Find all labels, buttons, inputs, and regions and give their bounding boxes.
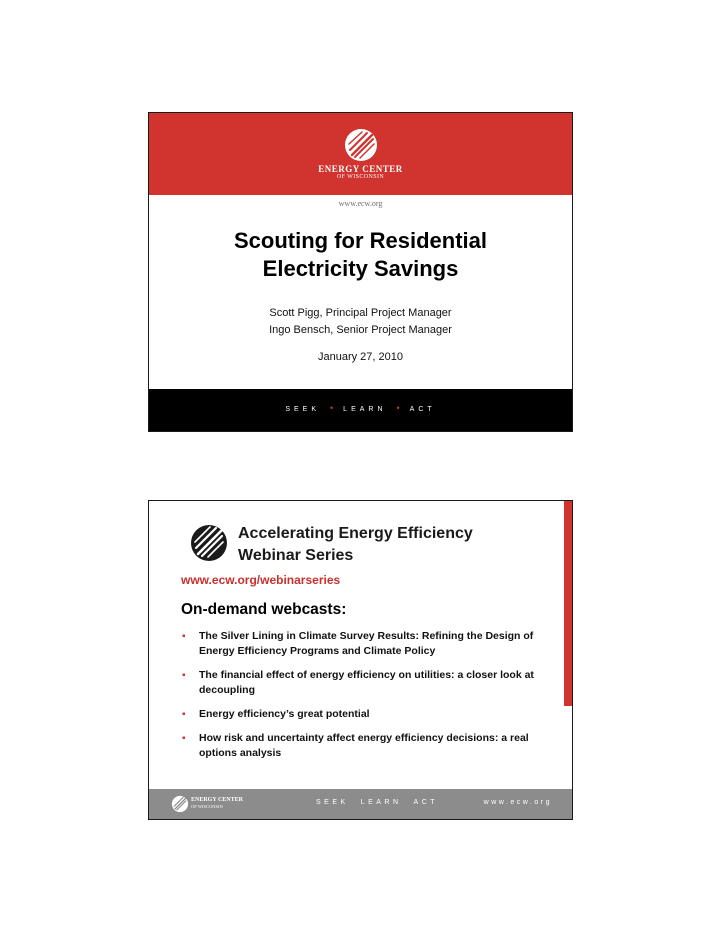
author-2: Ingo Bensch, Senior Project Manager bbox=[269, 324, 452, 336]
bullet-dot-icon: • bbox=[330, 403, 334, 413]
footer-tagline-act: ACT bbox=[413, 799, 439, 806]
energy-center-swirl-icon bbox=[344, 128, 378, 162]
list-item bbox=[181, 731, 536, 761]
tagline bbox=[149, 403, 572, 413]
tagline-act: ACT bbox=[409, 406, 436, 413]
webinar-slide bbox=[148, 500, 573, 820]
series-title bbox=[238, 523, 548, 567]
footer-tagline bbox=[316, 799, 450, 806]
section-heading: On-demand webcasts: bbox=[181, 601, 347, 618]
list-item-text: The financial effect of energy efficiency on utilities: a closer look at decoupling bbox=[199, 669, 534, 696]
author-1: Scott Pigg, Principal Project Manager bbox=[269, 307, 452, 319]
authors bbox=[149, 305, 572, 339]
red-banner bbox=[149, 113, 572, 195]
gray-footer bbox=[149, 789, 572, 819]
list-item-text: Energy efficiency’s great potential bbox=[199, 708, 370, 720]
footer-url[interactable]: www.ecw.org bbox=[483, 799, 552, 806]
footer-brand-subtitle: OF WISCONSIN bbox=[191, 804, 223, 809]
title-slide bbox=[148, 112, 573, 432]
list-item bbox=[181, 629, 536, 659]
bullet-square-icon: ▪ bbox=[182, 670, 186, 681]
slide-title-line-2: Electricity Savings bbox=[262, 256, 459, 281]
list-item bbox=[181, 668, 536, 698]
webcast-list bbox=[181, 629, 536, 770]
footer-brand-name: ENERGY CENTER bbox=[191, 797, 243, 803]
red-side-bar bbox=[564, 501, 572, 706]
series-title-line-2: Webinar Series bbox=[238, 547, 354, 564]
bullet-square-icon: ▪ bbox=[182, 709, 186, 720]
brand-subtitle: OF WISCONSIN bbox=[336, 174, 385, 180]
bullet-square-icon: ▪ bbox=[182, 631, 186, 642]
brand-name: ENERGY CENTER bbox=[318, 164, 403, 174]
slide-title-line-1: Scouting for Residential bbox=[233, 228, 488, 253]
series-title-line-1: Accelerating Energy Efficiency bbox=[238, 525, 473, 542]
footer-tagline-seek: SEEK bbox=[316, 799, 349, 806]
tagline-learn: LEARN bbox=[343, 406, 387, 413]
list-item-text: How risk and uncertainty affect energy efficiency decisions: a real options analysis bbox=[199, 732, 529, 759]
footer-tagline-learn: LEARN bbox=[360, 799, 402, 806]
list-item bbox=[181, 707, 536, 722]
black-footer bbox=[149, 389, 572, 431]
brand-url: www.ecw.org bbox=[338, 199, 383, 208]
presentation-date: January 27, 2010 bbox=[317, 351, 403, 363]
tagline-seek: SEEK bbox=[285, 406, 321, 413]
slide-title bbox=[149, 227, 572, 283]
energy-center-swirl-icon bbox=[189, 523, 229, 563]
energy-center-swirl-icon bbox=[171, 795, 189, 813]
list-item-text: The Silver Lining in Climate Survey Results: Refining the Design of Energy Efficiency Programs and Climate Policy bbox=[199, 630, 534, 657]
bullet-square-icon: ▪ bbox=[182, 733, 186, 744]
webinar-series-link[interactable]: www.ecw.org/webinarseries bbox=[181, 573, 341, 587]
bullet-dot-icon: • bbox=[396, 403, 400, 413]
